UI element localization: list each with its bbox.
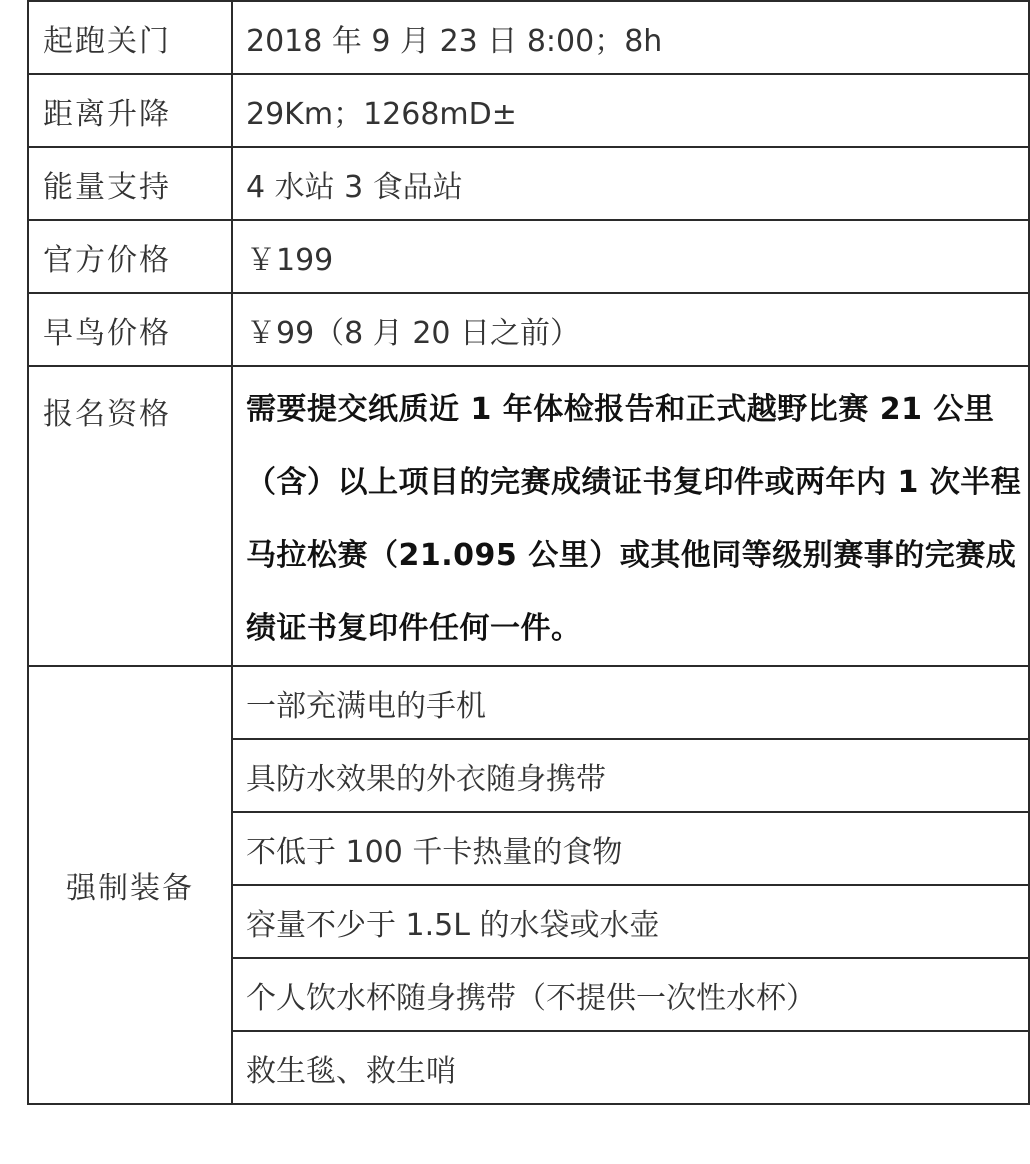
gear-item: 容量不少于 1.5L 的水袋或水壶 bbox=[232, 885, 1029, 958]
row-label-qualification: 报名资格 bbox=[28, 366, 232, 666]
gear-item: 具防水效果的外衣随身携带 bbox=[232, 739, 1029, 812]
table-row bbox=[28, 293, 1029, 366]
gear-item: 不低于 100 千卡热量的食物 bbox=[232, 812, 1029, 885]
table-row bbox=[28, 220, 1029, 293]
qualification-text: 需要提交纸质近 1 年体检报告和正式越野比赛 21 公里（含）以上项目的完赛成绩证书复印件或两年内 1 次半程马拉松赛（21.095 公里）或其他同等级别赛事的完赛成绩证书复印件任何一件。 bbox=[232, 366, 1029, 666]
race-info-sheet bbox=[27, 0, 1030, 1105]
row-value-early-bird-price: ￥99（8 月 20 日之前） bbox=[232, 293, 1029, 366]
row-label-distance-elevation: 距离升降 bbox=[28, 74, 232, 147]
gear-item: 救生毯、救生哨 bbox=[232, 1031, 1029, 1104]
row-label-official-price: 官方价格 bbox=[28, 220, 232, 293]
table-row bbox=[28, 666, 1029, 739]
row-label-mandatory-gear: 强制装备 bbox=[28, 666, 232, 1104]
row-label-start-cutoff: 起跑关门 bbox=[28, 1, 232, 74]
race-info-table bbox=[27, 0, 1030, 1105]
table-row bbox=[28, 1, 1029, 74]
row-value-supply: 4 水站 3 食品站 bbox=[232, 147, 1029, 220]
row-value-start-cutoff: 2018 年 9 月 23 日 8:00；8h bbox=[232, 1, 1029, 74]
table-row bbox=[28, 74, 1029, 147]
table-row bbox=[28, 366, 1029, 666]
gear-item: 个人饮水杯随身携带（不提供一次性水杯） bbox=[232, 958, 1029, 1031]
row-label-supply: 能量支持 bbox=[28, 147, 232, 220]
row-value-official-price: ￥199 bbox=[232, 220, 1029, 293]
table-row bbox=[28, 147, 1029, 220]
gear-item: 一部充满电的手机 bbox=[232, 666, 1029, 739]
row-value-distance-elevation: 29Km；1268mD± bbox=[232, 74, 1029, 147]
row-label-early-bird-price: 早鸟价格 bbox=[28, 293, 232, 366]
